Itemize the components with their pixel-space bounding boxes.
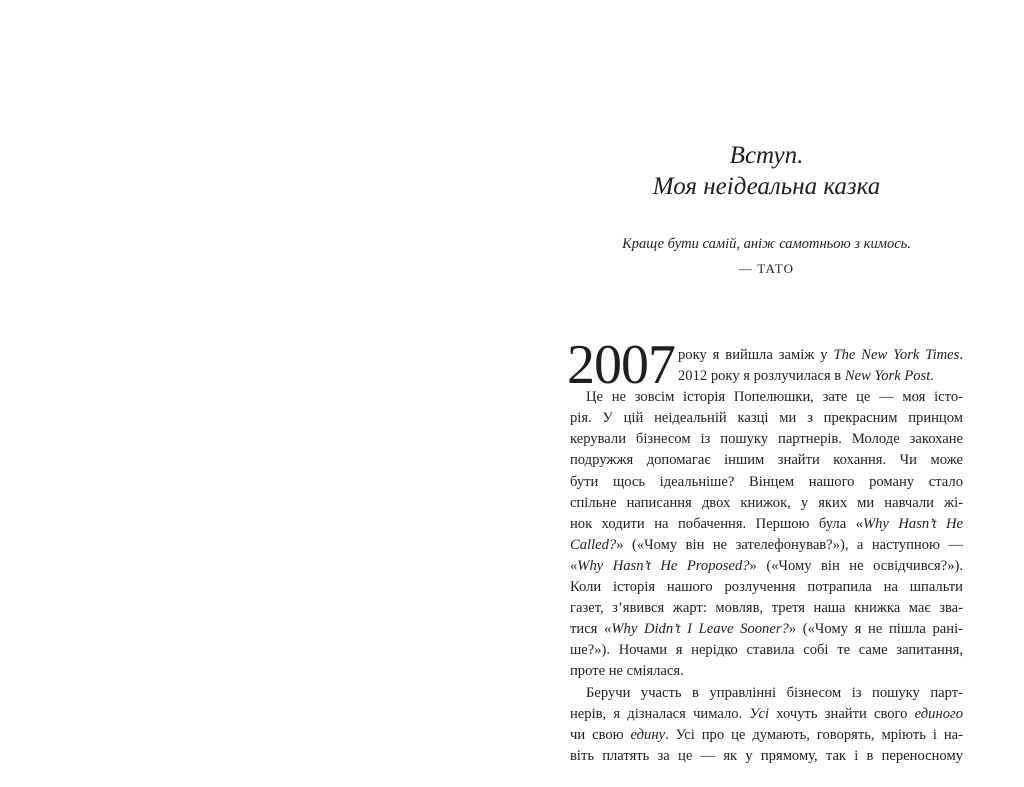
body-line: подружжя допомагає іншим знайти кохання. Чи може <box>570 452 963 469</box>
text-run: нерів, я дізналася чимало. <box>570 705 750 722</box>
text-run: 2012 року я розлучилася в <box>678 368 845 385</box>
body-line: бути щось ідеальніше? Вінцем нашого роману стало <box>570 473 963 490</box>
text-run: тися « <box>570 621 612 638</box>
text-run: » («Чому він не зателефонував?»), а наступною — <box>616 536 963 553</box>
chapter-title <box>570 140 963 202</box>
body-line: спільне написання двох книжок, у яких ми навчали жі- <box>570 494 963 511</box>
body-line <box>570 556 963 577</box>
body-line: Це не зовсім історія Попелюшки, зате це — моя істо- <box>586 389 963 406</box>
body-line: рія. У цій неідеальній казці ми з прекрасним принцом <box>570 410 963 427</box>
newspaper-title: New York Post <box>844 368 931 385</box>
body-text <box>570 345 963 767</box>
body-line <box>570 345 963 366</box>
text-run: нок ходити на побачення. Першою була « <box>570 515 863 532</box>
epigraph-attribution: — ТАТО <box>739 261 794 276</box>
newspaper-title: The New York Times <box>833 347 960 363</box>
book-title: Why Didn’t I Leave Sooner? <box>611 621 789 638</box>
book-title: Why Hasn’t He Proposed? <box>577 557 750 574</box>
text-run: . <box>959 347 963 363</box>
drop-cap-year: 2007 <box>567 334 675 396</box>
text-run: . Усі про це думають, говорять, мріють і на- <box>665 726 963 743</box>
text-run: . <box>930 368 934 385</box>
text-run: хочуть знайти свого <box>769 705 915 722</box>
body-line: газет, з’явився жарт: мовляв, третя наша книжка має зва- <box>570 600 963 617</box>
text-run: чи свою <box>570 726 631 743</box>
body-line <box>570 725 963 746</box>
text-run: » («Чому він не освідчився?»). <box>749 557 964 574</box>
body-line: Коли історія нашого розлучення потрапила на шпальти <box>570 579 963 596</box>
chapter-title-line-2: Моя неідеальна казка <box>652 173 881 200</box>
text-run: року я вийшла заміж у <box>678 347 834 363</box>
epigraph <box>570 234 963 279</box>
body-line: віть платять за це — як у прямому, так і в переносному <box>570 747 963 764</box>
body-line: проте не сміялася. <box>570 663 684 680</box>
body-line <box>570 704 963 725</box>
epigraph-quote: Краще бути самій, аніж самотньою з кимось. <box>622 236 911 252</box>
emphasis: Усі <box>749 705 770 722</box>
body-line <box>570 535 963 556</box>
body-line <box>570 366 963 387</box>
emphasis: едину <box>630 726 666 743</box>
book-title: Why Hasn’t He <box>862 515 963 532</box>
body-line <box>570 514 963 535</box>
body-line: Беручи участь в управлінні бізнесом із пошуку парт- <box>586 684 963 701</box>
book-title: Called? <box>570 536 617 553</box>
text-run: » («Чому я не пішла рані- <box>788 621 964 638</box>
body-line: ше?»). Ночами я нерідко ставила собі те саме запитання, <box>570 642 963 659</box>
text-run: « <box>570 557 578 574</box>
body-line: керували бізнесом із пошуку партнерів. Молоде закохане <box>570 431 963 448</box>
body-line <box>570 619 963 640</box>
emphasis: единого <box>914 705 963 722</box>
chapter-title-line-1: Вступ. <box>729 142 804 169</box>
